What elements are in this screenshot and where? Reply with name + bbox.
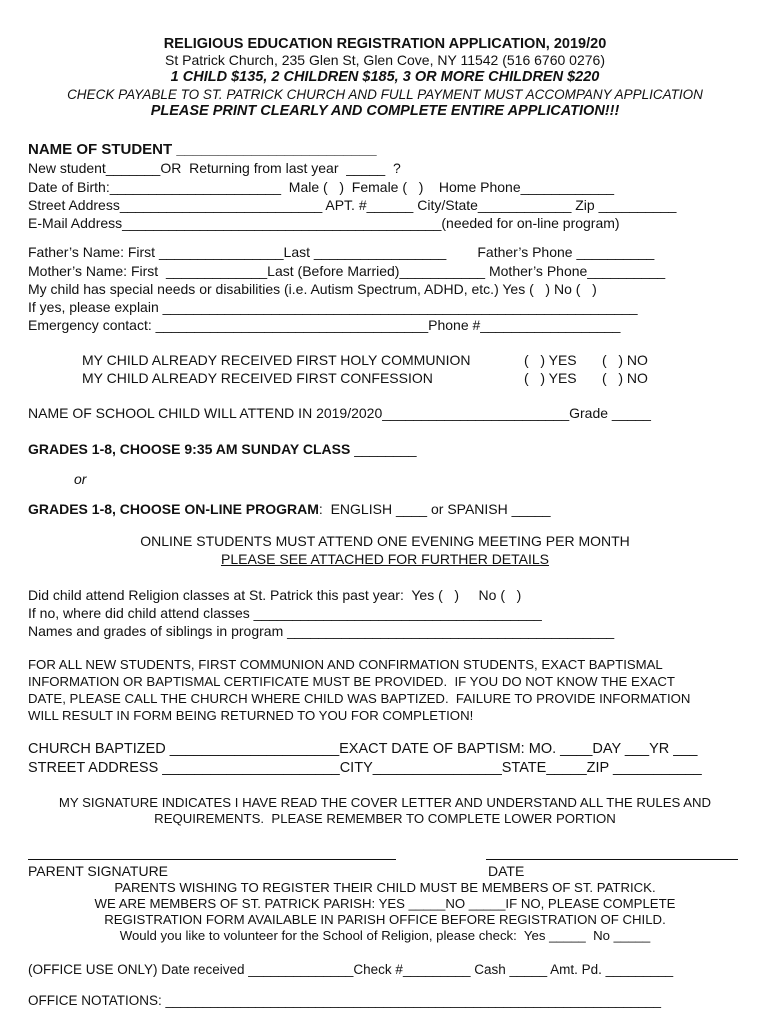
membership-notice: REGISTRATION FORM AVAILABLE IN PARISH OFFICE BEFORE REGISTRATION OF CHILD.: [104, 912, 666, 927]
student-name-field[interactable]: NAME OF STUDENT ________________________: [28, 141, 377, 158]
communion-no-checkbox[interactable]: ( ) NO: [602, 352, 648, 368]
parent-signature-label: PARENT SIGNATURE: [28, 863, 169, 879]
online-language-options[interactable]: : ENGLISH ____ or SPANISH _____: [318, 501, 551, 517]
school-grade-field[interactable]: NAME OF SCHOOL CHILD WILL ATTEND IN 2019/2020________________________Grade _____: [28, 405, 651, 421]
confession-no-checkbox[interactable]: ( ) NO: [602, 370, 648, 386]
baptism-notice-line: WILL RESULT IN FORM BEING RETURNED TO YOU FOR COMPLETION!: [28, 708, 474, 723]
date-label: DATE: [488, 863, 525, 879]
baptism-notice-line: INFORMATION OR BAPTISMAL CERTIFICATE MUST BE PROVIDED. IF YOU DO NOT KNOW THE EXACT: [28, 674, 675, 689]
communion-yes-checkbox[interactable]: ( ) YES: [524, 352, 577, 368]
baptism-notice-line: DATE, PLEASE CALL THE CHURCH WHERE CHILD WAS BAPTIZED. FAILURE TO PROVIDE INFORMATION: [28, 691, 691, 706]
father-field[interactable]: Father’s Name: First ________________Last _________________ Father’s Phone __________: [28, 244, 655, 260]
print-notice: PLEASE PRINT CLEARLY AND COMPLETE ENTIRE APPLICATION!!!: [150, 103, 620, 119]
emergency-contact-field[interactable]: Emergency contact: ___________________________________Phone #__________________: [28, 317, 621, 333]
meeting-notice: ONLINE STUDENTS MUST ATTEND ONE EVENING MEETING PER MONTH: [140, 533, 630, 549]
signature-notice: MY SIGNATURE INDICATES I HAVE READ THE COVER LETTER AND UNDERSTAND ALL THE RULES AND: [58, 795, 712, 810]
attended-last-year-field[interactable]: Did child attend Religion classes at St. Patrick this past year: Yes ( ) No ( ): [28, 587, 522, 603]
office-notations-field[interactable]: OFFICE NOTATIONS: __________________________________________________________________: [28, 993, 662, 1008]
email-field[interactable]: E-Mail Address_________________________________________(needed for on-line program): [28, 215, 620, 231]
baptism-notice-line: FOR ALL NEW STUDENTS, FIRST COMMUNION AND CONFIRMATION STUDENTS, EXACT BAPTISMAL: [28, 657, 663, 672]
street-address-field[interactable]: Street Address__________________________ APT. #______ City/State____________ Zip __________: [28, 197, 677, 213]
details-notice: PLEASE SEE ATTACHED FOR FURTHER DETAILS: [220, 551, 550, 567]
special-needs-explain-field[interactable]: If yes, please explain _____________________________________________________________: [28, 299, 638, 315]
confession-label: MY CHILD ALREADY RECEIVED FIRST CONFESSION: [82, 370, 433, 386]
new-or-returning-field[interactable]: New student_______OR Returning from last year _____ ?: [28, 160, 401, 176]
confession-yes-checkbox[interactable]: ( ) YES: [524, 370, 577, 386]
form-title: RELIGIOUS EDUCATION REGISTRATION APPLICATION, 2019/20: [163, 36, 607, 52]
office-use-field[interactable]: (OFFICE USE ONLY) Date received ______________Check #_________ Cash _____ Amt. Pd. _________: [28, 962, 674, 977]
communion-label: MY CHILD ALREADY RECEIVED FIRST HOLY COMMUNION: [82, 352, 471, 368]
parent-signature-line[interactable]: [28, 859, 396, 860]
membership-notice: PARENTS WISHING TO REGISTER THEIR CHILD MUST BE MEMBERS OF ST. PATRICK.: [114, 880, 656, 895]
online-program-field[interactable]: [28, 502, 551, 516]
sunday-class-blank[interactable]: ________: [350, 441, 417, 457]
signature-notice: REQUIREMENTS. PLEASE REMEMBER TO COMPLETE LOWER PORTION: [154, 811, 616, 826]
or-separator: or: [74, 471, 87, 487]
sunday-class-field[interactable]: [28, 442, 417, 456]
sunday-class-label: GRADES 1-8, CHOOSE 9:35 AM SUNDAY CLASS: [28, 441, 351, 457]
special-needs-field[interactable]: My child has special needs or disabilities (i.e. Autism Spectrum, ADHD, etc.) Yes ( ) No ( ): [28, 281, 597, 297]
fee-schedule: 1 CHILD $135, 2 CHILDREN $185, 3 OR MORE CHILDREN $220: [170, 69, 600, 85]
parish-membership-field[interactable]: WE ARE MEMBERS OF ST. PATRICK PARISH: YES _____NO _____IF NO, PLEASE COMPLETE: [94, 896, 676, 911]
payment-instructions: CHECK PAYABLE TO ST. PATRICK CHURCH AND FULL PAYMENT MUST ACCOMPANY APPLICATION: [67, 87, 703, 102]
church-address: St Patrick Church, 235 Glen St, Glen Cove, NY 11542 (516 6760 0276): [165, 52, 605, 68]
baptism-church-field[interactable]: CHURCH BAPTIZED _____________________EXACT DATE OF BAPTISM: MO. ____DAY ___YR ___: [28, 741, 698, 757]
online-program-label: GRADES 1-8, CHOOSE ON-LINE PROGRAM: [28, 501, 319, 517]
previous-classes-field[interactable]: If no, where did child attend classes _____________________________________: [28, 605, 542, 621]
baptism-address-field[interactable]: STREET ADDRESS ______________________CITY________________STATE_____ZIP ___________: [28, 760, 702, 776]
date-line[interactable]: [486, 859, 738, 860]
mother-field[interactable]: Mother’s Name: First _____________Last (Before Married)___________ Mother’s Phone__________: [28, 263, 666, 279]
dob-gender-phone-field[interactable]: Date of Birth:______________________ Male ( ) Female ( ) Home Phone____________: [28, 179, 615, 195]
siblings-field[interactable]: Names and grades of siblings in program __________________________________________: [28, 623, 615, 639]
volunteer-field[interactable]: Would you like to volunteer for the School of Religion, please check: Yes _____ No _____: [119, 928, 651, 943]
